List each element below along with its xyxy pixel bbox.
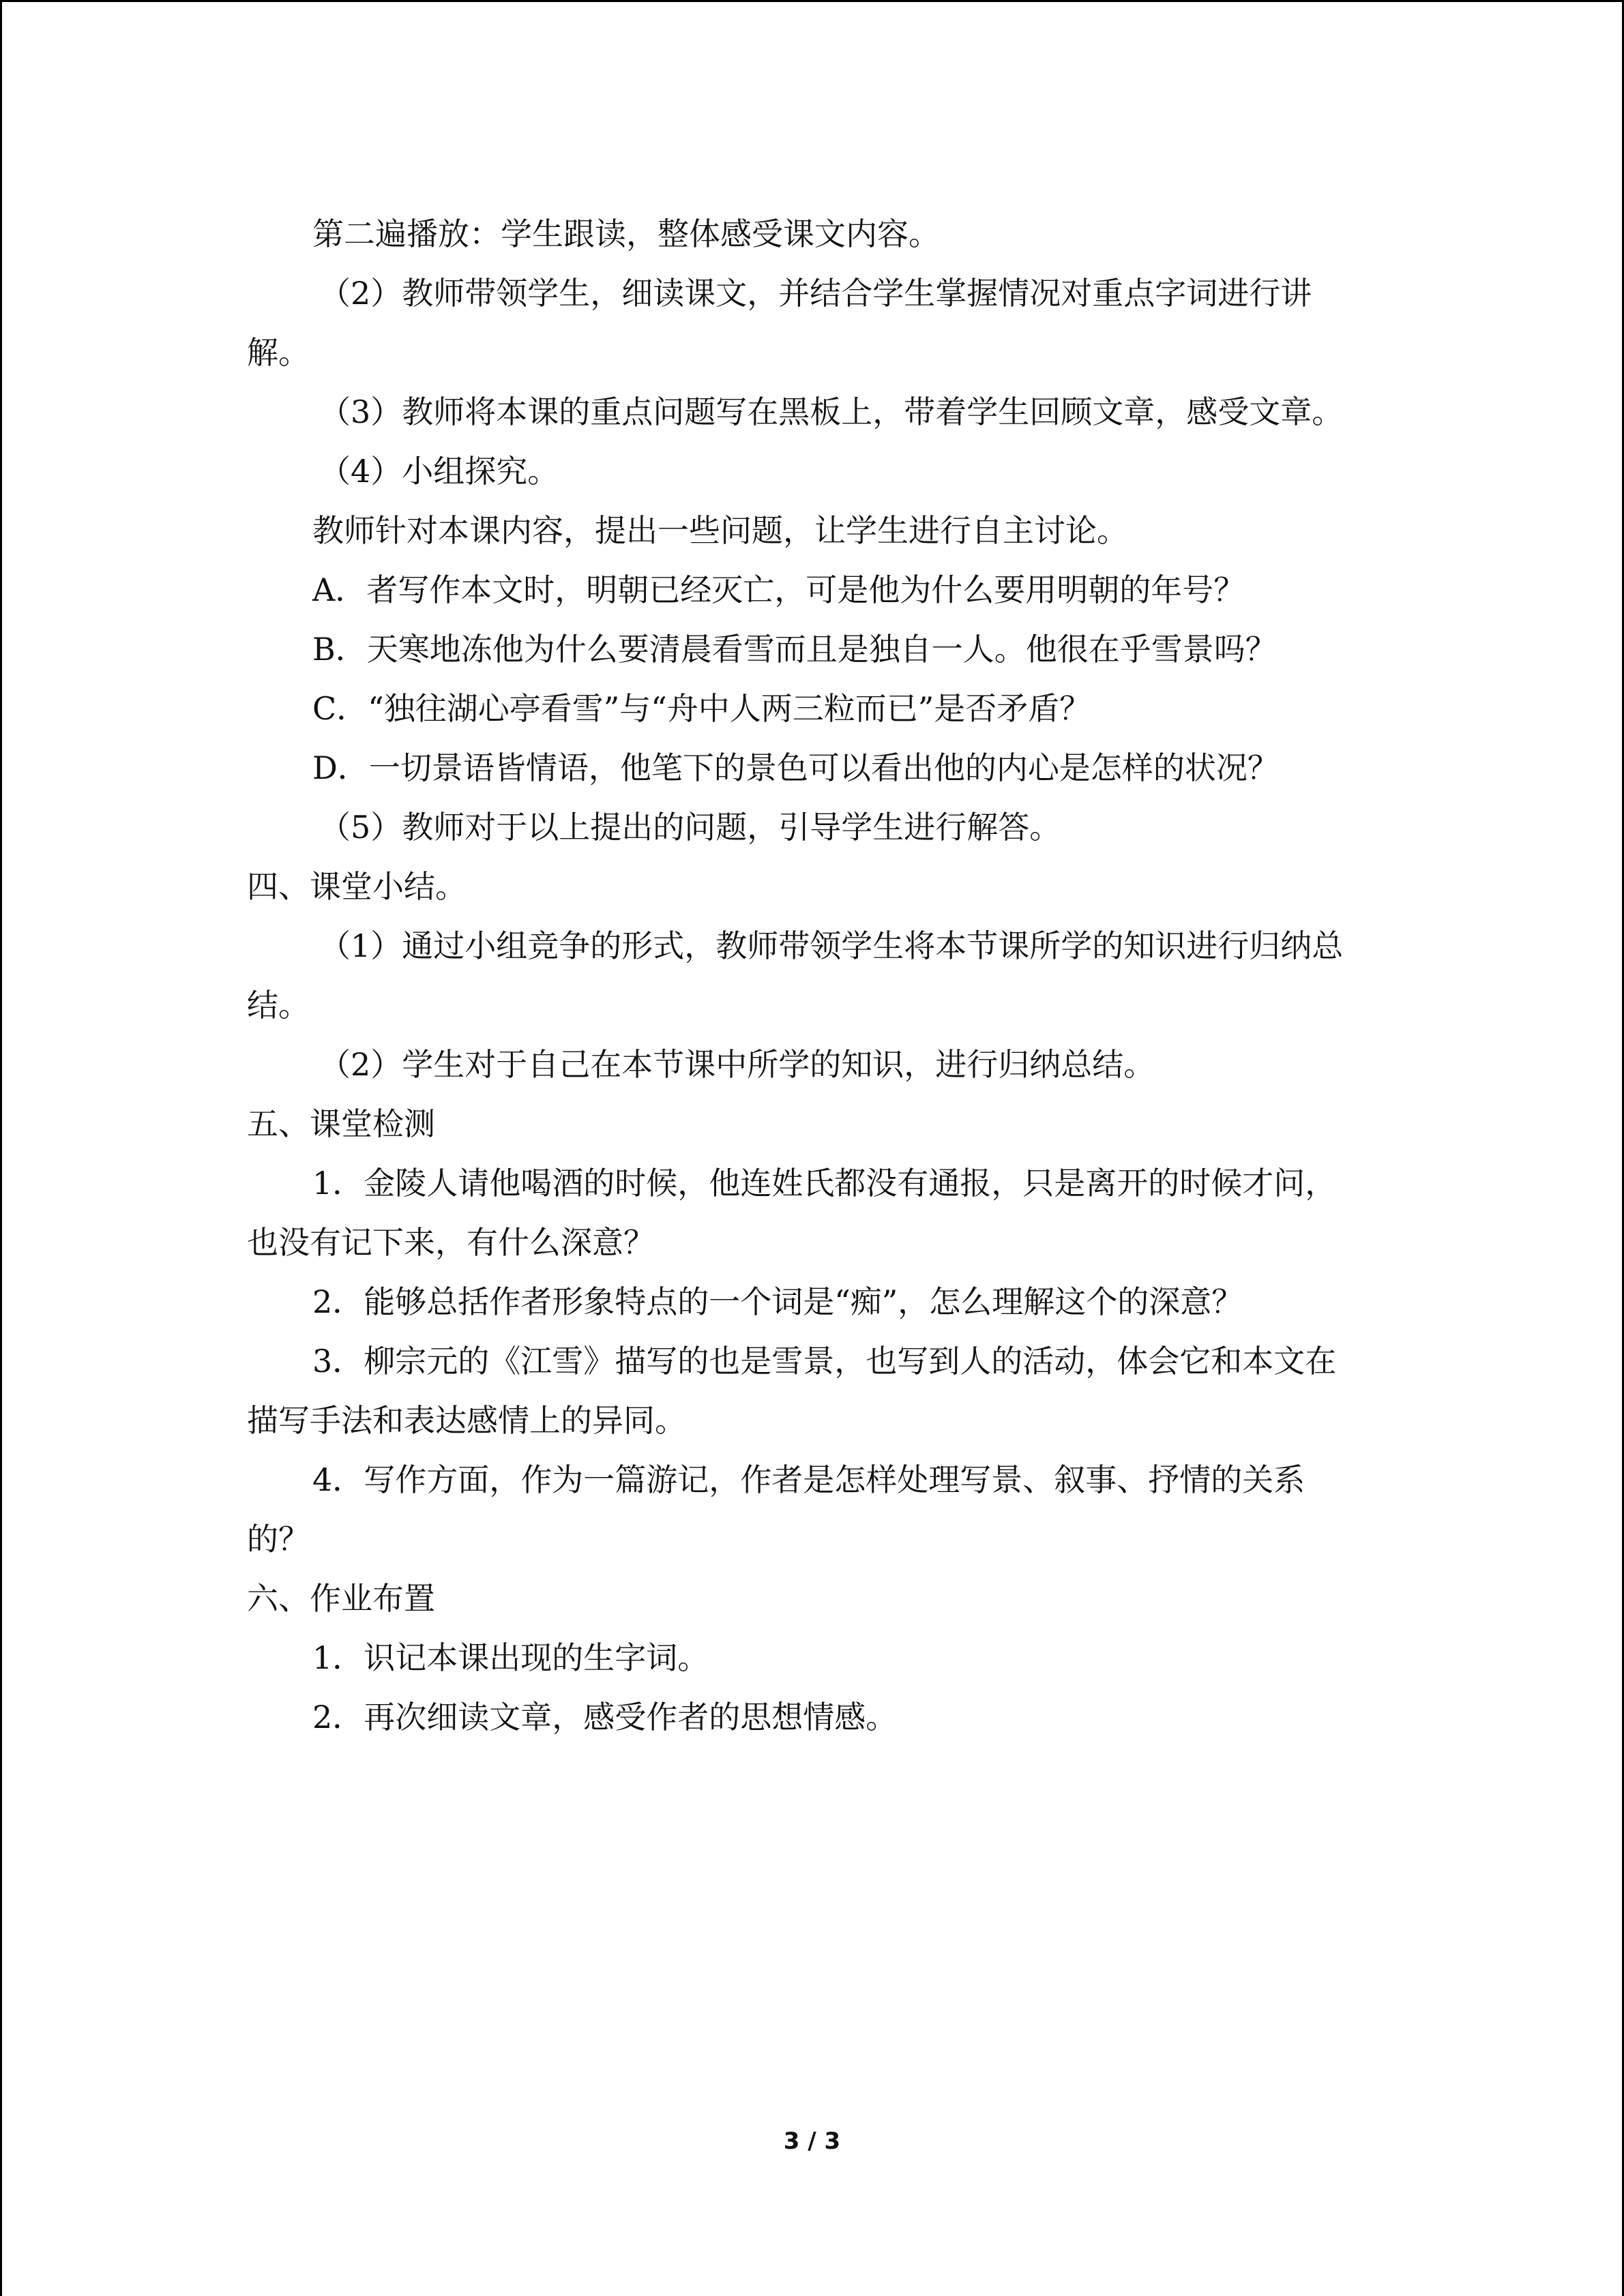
text-line: （4）小组探究。: [319, 453, 559, 490]
text-line: 1．识记本课出现的生字词。: [312, 1639, 709, 1676]
document-body: [247, 205, 1379, 1747]
section-heading: 四、课堂小结。: [247, 868, 467, 905]
page-number: 3 / 3: [783, 2128, 841, 2155]
text-line: 解。: [247, 334, 310, 371]
text-line: （3）教师将本课的重点问题写在黑板上，带着学生回顾文章，感受文章。: [319, 393, 1344, 430]
text-line: 描写手法和表达感情上的异同。: [247, 1402, 686, 1439]
text-line: 3．柳宗元的《江雪》描写的也是雪景，也写到人的活动，体会它和本文在: [312, 1343, 1337, 1380]
text-line: （2）教师带领学生，细读课文，并结合学生掌握情况对重点字词进行讲: [319, 275, 1312, 312]
text-line: 4．写作方面，作为一篇游记，作者是怎样处理写景、叙事、抒情的关系: [312, 1461, 1305, 1498]
text-line: C．“独往湖心亭看雪”与“舟中人两三粒而已”是否矛盾？: [312, 690, 1091, 727]
text-line: B．天寒地冻他为什么要清晨看雪而且是独自一人。他很在乎雪景吗？: [312, 631, 1277, 668]
text-line: D．一切景语皆情语，他笔下的景色可以看出他的内心是怎样的状况？: [312, 749, 1279, 786]
text-line: （1）通过小组竞争的形式，教师带领学生将本节课所学的知识进行归纳总: [319, 927, 1344, 964]
text-line: （2）学生对于自己在本节课中所学的知识，进行归纳总结。: [319, 1046, 1155, 1083]
text-line: 1．金陵人请他喝酒的时候，他连姓氏都没有通报，只是离开的时候才问，: [312, 1165, 1337, 1202]
section-heading: 五、课堂检测: [247, 1105, 435, 1142]
text-line: 结。: [247, 987, 310, 1024]
text-line: 第二遍播放：学生跟读，整体感受课文内容。: [312, 215, 940, 252]
text-line: （5）教师对于以上提出的问题，引导学生进行解答。: [319, 809, 1061, 846]
text-line: 教师针对本课内容，提出一些问题，让学生进行自主讨论。: [312, 512, 1128, 549]
section-heading: 六、作业布置: [247, 1580, 435, 1617]
text-line: 2．再次细读文章，感受作者的思想情感。: [312, 1699, 898, 1735]
text-line: 的？: [247, 1521, 310, 1557]
text-line: 2．能够总括作者形象特点的一个词是“痴”，怎么理解这个的深意？: [312, 1283, 1243, 1320]
text-line: A．者写作本文时，明朝已经灭亡，可是他为什么要用明朝的年号？: [312, 571, 1245, 608]
text-line: 也没有记下来，有什么深意？: [247, 1224, 655, 1261]
